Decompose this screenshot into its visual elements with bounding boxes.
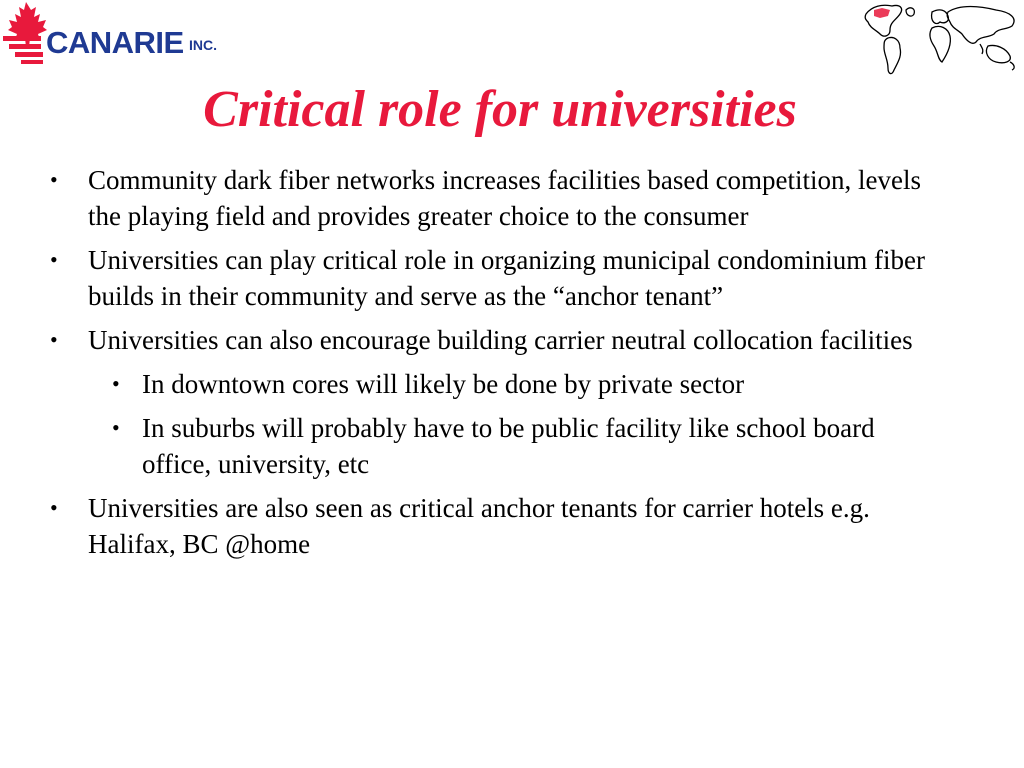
bullet-item xyxy=(48,490,948,562)
maple-leaf-icon xyxy=(0,0,48,75)
bullet-item xyxy=(48,242,948,314)
sub-bullet-list xyxy=(88,366,948,482)
bullet-list xyxy=(48,162,948,570)
canarie-logo xyxy=(0,0,230,75)
bullet-text: Universities can also encourage building carrier neutral collocation facilities xyxy=(88,325,913,355)
bullet-text: Community dark fiber networks increases facilities based competition, levels the playing field and provides greater choice to the consumer xyxy=(88,165,922,231)
sub-bullet-item xyxy=(88,410,948,482)
bullet-text: Universities can play critical role in organizing municipal condominium fiber builds in their community and serve as the “anchor tenant” xyxy=(88,245,926,311)
bullet-item xyxy=(48,322,948,482)
sub-bullet-text: In downtown cores will likely be done by private sector xyxy=(142,369,745,399)
bullet-text: Universities are also seen as critical anchor tenants for carrier hotels e.g. Halifax, BC @home xyxy=(88,493,870,559)
bullet-item xyxy=(48,162,948,234)
logo-suffix: INC. xyxy=(189,37,217,53)
world-map-icon xyxy=(860,0,1024,82)
sub-bullet-text: In suburbs will probably have to be public facility like school board office, university, etc xyxy=(142,413,875,479)
sub-bullet-item xyxy=(88,366,948,402)
slide-title: Critical role for universities xyxy=(203,81,797,138)
logo-wordmark: CANARIE xyxy=(46,25,184,60)
